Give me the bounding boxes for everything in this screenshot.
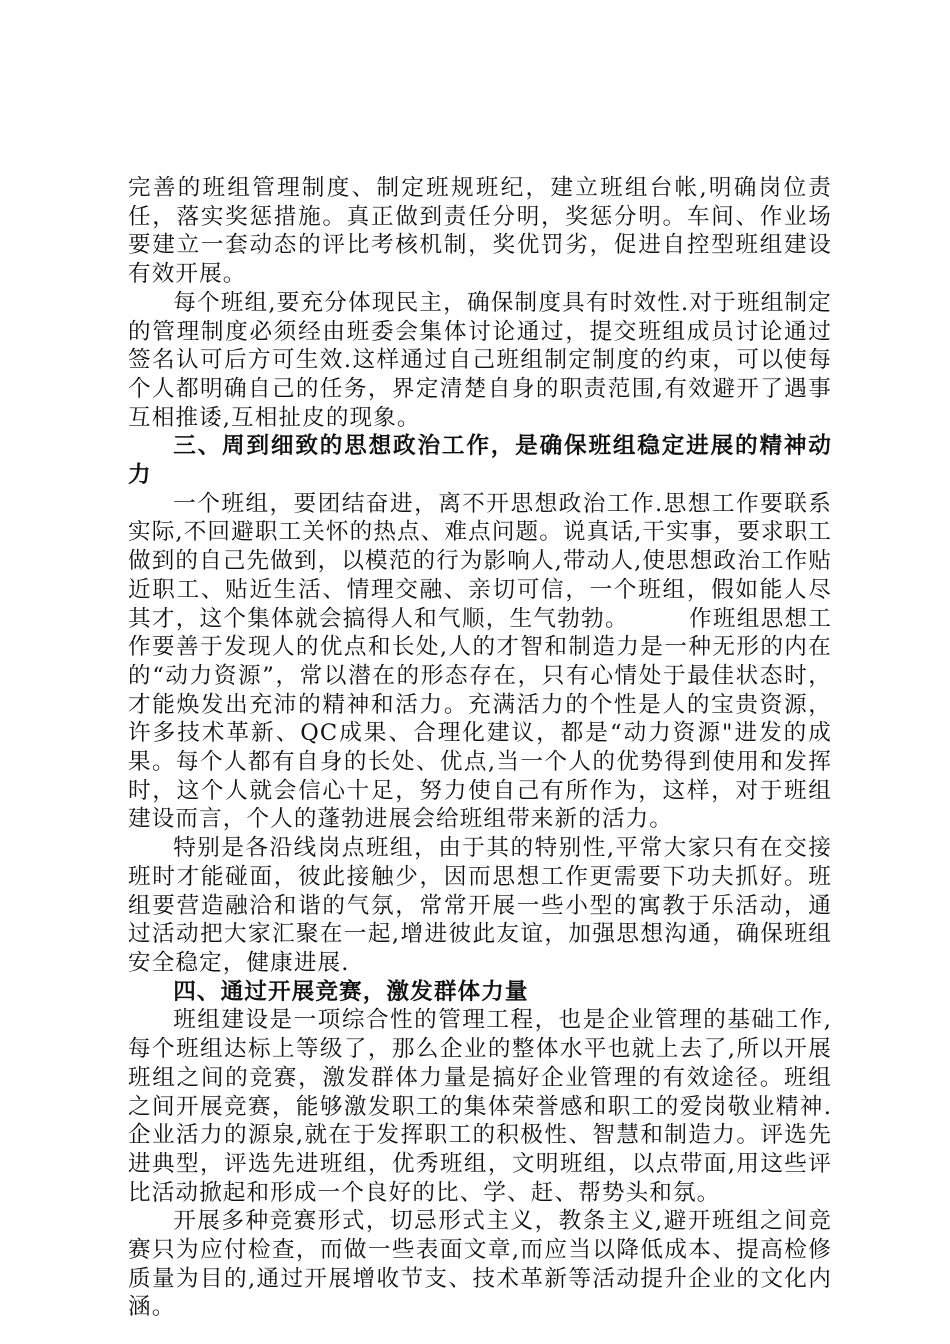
paragraph-political-work: 一个班组，要团结奋进，离不开思想政治工作.思想工作要联系实际,不回避职工关怀的热点、难点问题。说真话,干实事，要求职工做到的自己先做到，以模范的行为影响人,带动人,使思想政治工作贴近职工、贴近生活、情理交融、亲切可信，一个班组，假如能人尽其才，这个集体就会搞得人和气顺，生气勃勃。 作班组思想工作要善于发现人的优点和长处,人的才智和制造力是一种无形的内在的“动力资源”，常以潜在的形态存在，只有心情处于最佳状态时，才能焕发出充沛的精神和活力。充满活力的个性是人的宝贵资源，许多技术革新、QC成果、合理化建议，都是“动力资源"进发的成果。每个人都有自身的长处、优点,当一个人的优势得到使用和发挥时，这个人就会信心十足，努力使自己有所作为，这样，对于班组建设而言，个人的蓬勃进展会给班组带来新的活力。 — [128, 490, 832, 833]
paragraph-competition: 班组建设是一项综合性的管理工程，也是企业管理的基础工作,每个班组达标上等级了，那么企业的整体水平也就上去了,所以开展班组之间的竞赛，激发群体力量是搞好企业管理的有效途径。班组之间开展竞赛，能够激发职工的集体荣誉感和职工的爱岗敬业精神.企业活力的源泉,就在于发挥职工的积极性、智慧和制造力。评选先进典型，评选先进班组，优秀班组，文明班组，以点带面,用这些评比活动掀起和形成一个良好的比、学、赶、帮势头和氛。 — [128, 1007, 832, 1206]
paragraph-democracy: 每个班组,要充分体现民主，确保制度具有时效性.对于班组制定的管理制度必须经由班委会集体讨论通过，提交班组成员讨论通过签名认可后方可生效.这样通过自己班组制定制度的约束，可以使每个人都明确自己的任务，界定清楚自身的职责范围,有效避开了遇事互相推诿,互相扯皮的现象。 — [128, 289, 832, 431]
section-heading-3: 三、周到细致的思想政治工作，是确保班组稳定进展的精神动力 — [128, 433, 832, 489]
section-heading-4: 四、通过开展竞赛，激发群体力量 — [173, 978, 529, 1005]
paragraph-line-posts: 特别是各沿线岗点班组，由于其的特别性,平常大家只有在交接班时才能碰面，彼此接触少，因而思想工作更需要下功夫抓好。班组要营造融洽和谐的气氛，常常开展一些小型的寓教于乐活动，通过活动把大家汇聚在一起,增进彼此友谊，加强思想沟通，确保班组安全稳定，健康进展. — [128, 835, 832, 976]
paragraph-management-rules: 完善的班组管理制度、制定班规班纪，建立班组台帐,明确岗位责任，落实奖惩措施。真正做到责任分明，奖惩分明。车间、作业场要建立一套动态的评比考核机制，奖优罚劣，促进自控型班组建设有效开展。 — [128, 175, 832, 288]
paragraph-competition-forms: 开展多种竞赛形式，切忌形式主义，教条主义,避开班组之间竞赛只为应付检查，而做一些表面文章,而应当以降低成本、提高检修质量为目的,通过开展增收节支、技术革新等活动提升企业的文化内涵。 — [128, 1208, 832, 1321]
document-page — [128, 174, 832, 1322]
